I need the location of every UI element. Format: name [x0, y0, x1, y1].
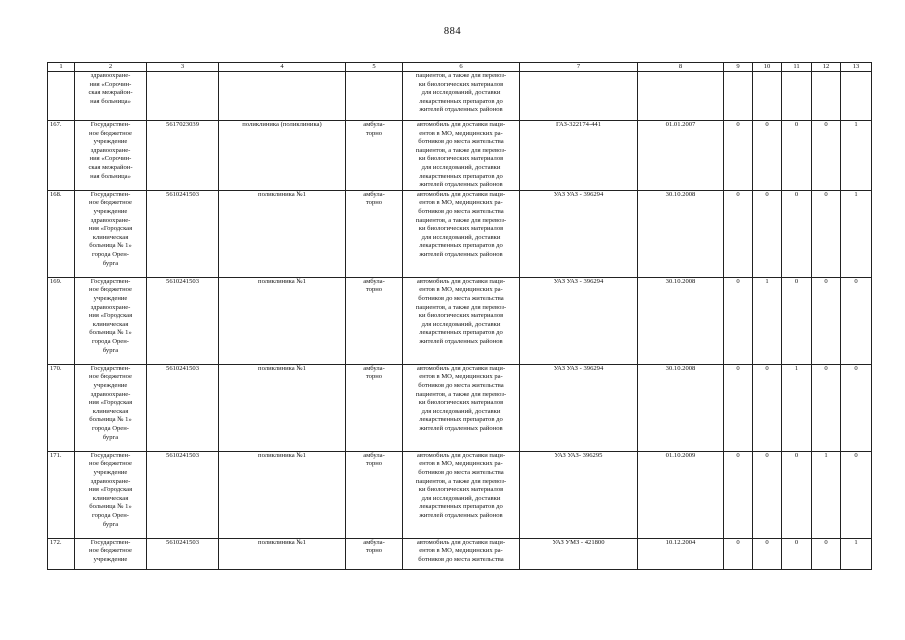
count-cell: 1 — [841, 538, 872, 569]
count-cell: 0 — [812, 190, 841, 277]
vehicle-model-cell: УАЗ УАЗ - 396294 — [520, 364, 638, 451]
count-cell: 0 — [812, 538, 841, 569]
count-cell: 0 — [841, 364, 872, 451]
table-row — [48, 364, 872, 451]
page-number: 884 — [443, 26, 462, 37]
subdivision-cell: поликлиника (поликлиника) — [219, 121, 346, 191]
date-cell: 10.12.2004 — [638, 538, 724, 569]
count-cell: 0 — [841, 277, 872, 364]
count-cell: 0 — [724, 364, 753, 451]
count-cell: 0 — [753, 121, 782, 191]
date-cell: 30.10.2008 — [638, 364, 724, 451]
purpose-cell: автомобиль для доставки паци- ентов в МО, медицинских ра- ботников до места жительства пациентов, а также для перевоз- ки биологических материалов для исследований, доставки лекарственных препаратов до жителей отдаленных районов — [403, 190, 520, 277]
purpose-cell: автомобиль для доставки паци- ентов в МО, медицинских ра- ботников до места жительства пациентов, а также для перевоз- ки биологических материалов для исследований, доставки лекарственных препаратов до жителей отдаленных районов — [403, 364, 520, 451]
purpose-cell: пациентов, а также для перевоз- ки биологических материалов для исследований, доставки лекарственных препаратов до жителей отдаленных районов — [403, 72, 520, 121]
row-number-cell: 167. — [48, 121, 75, 191]
column-header: 8 — [638, 63, 724, 72]
care-type-cell — [346, 72, 403, 121]
date-cell: 30.10.2008 — [638, 190, 724, 277]
vehicle-model-cell: УАЗ УМЗ - 421800 — [520, 538, 638, 569]
count-cell: 0 — [782, 121, 812, 191]
row-number-cell — [48, 72, 75, 121]
row-number-cell: 171. — [48, 451, 75, 538]
purpose-cell: автомобиль для доставки паци- ентов в МО, медицинских ра- ботников до места жительства пациентов, а также для перевоз- ки биологических материалов для исследований, доставки лекарственных препаратов до жителей отдаленных районов — [403, 121, 520, 191]
count-cell: 0 — [724, 277, 753, 364]
count-cell: 0 — [812, 364, 841, 451]
inn-cell: 5610241503 — [147, 277, 219, 364]
vehicle-model-cell: УАЗ УАЗ - 396294 — [520, 277, 638, 364]
count-cell: 1 — [812, 451, 841, 538]
count-cell: 0 — [724, 538, 753, 569]
vehicle-table — [47, 62, 872, 570]
inn-cell: 5610241503 — [147, 364, 219, 451]
column-number-row — [48, 63, 872, 72]
count-cell: 1 — [841, 121, 872, 191]
inn-cell — [147, 72, 219, 121]
purpose-cell: автомобиль для доставки паци- ентов в МО, медицинских ра- ботников до места жительства пациентов, а также для перевоз- ки биологических материалов для исследований, доставки лекарственных препаратов до жителей отдаленных районов — [403, 277, 520, 364]
count-cell: 0 — [812, 121, 841, 191]
column-header: 9 — [724, 63, 753, 72]
row-number-cell: 172. — [48, 538, 75, 569]
date-cell: 01.01.2007 — [638, 121, 724, 191]
column-header: 2 — [75, 63, 147, 72]
vehicle-model-cell: ГАЗ-322174-441 — [520, 121, 638, 191]
count-cell: 0 — [724, 190, 753, 277]
inn-cell: 5617023039 — [147, 121, 219, 191]
row-number-cell: 170. — [48, 364, 75, 451]
subdivision-cell: поликлиника №1 — [219, 538, 346, 569]
subdivision-cell: поликлиника №1 — [219, 364, 346, 451]
column-header: 7 — [520, 63, 638, 72]
count-cell: 0 — [724, 121, 753, 191]
count-cell: 0 — [753, 538, 782, 569]
count-cell: 1 — [841, 190, 872, 277]
table-row — [48, 451, 872, 538]
count-cell: 0 — [753, 364, 782, 451]
count-cell — [753, 72, 782, 121]
inn-cell: 5610241503 — [147, 190, 219, 277]
column-header: 11 — [782, 63, 812, 72]
vehicle-model-cell: УАЗ УАЗ - 396294 — [520, 190, 638, 277]
subdivision-cell: поликлиника №1 — [219, 451, 346, 538]
table-row — [48, 277, 872, 364]
care-type-cell: амбула- торно — [346, 538, 403, 569]
column-header: 6 — [403, 63, 520, 72]
organization-cell: Государствен- ное бюджетное учреждение здравоохране- ния «Городская клиническая больница № 1» города Орен- бурга — [75, 364, 147, 451]
count-cell: 0 — [724, 451, 753, 538]
count-cell: 0 — [782, 277, 812, 364]
count-cell: 0 — [782, 538, 812, 569]
count-cell: 1 — [753, 277, 782, 364]
organization-cell: Государствен- ное бюджетное учреждение здравоохране- ния «Городская клиническая больница № 1» города Орен- бурга — [75, 277, 147, 364]
table-row — [48, 121, 872, 191]
organization-cell: Государствен- ное бюджетное учреждение здравоохране- ния «Городская клиническая больница № 1» города Орен- бурга — [75, 451, 147, 538]
column-header: 13 — [841, 63, 872, 72]
vehicle-model-cell: УАЗ УАЗ- 396295 — [520, 451, 638, 538]
column-header: 5 — [346, 63, 403, 72]
organization-cell: Государствен- ное бюджетное учреждение — [75, 538, 147, 569]
date-cell: 30.10.2008 — [638, 277, 724, 364]
organization-cell: Государствен- ное бюджетное учреждение здравоохране- ния «Городская клиническая больница № 1» города Орен- бурга — [75, 190, 147, 277]
table-row — [48, 538, 872, 569]
column-header: 3 — [147, 63, 219, 72]
care-type-cell: амбула- торно — [346, 121, 403, 191]
inn-cell: 5610241503 — [147, 451, 219, 538]
purpose-cell: автомобиль для доставки паци- ентов в МО, медицинских ра- ботников до места жительства пациентов, а также для перевоз- ки биологических материалов для исследований, доставки лекарственных препаратов до жителей отдаленных районов — [403, 451, 520, 538]
organization-cell: Государствен- ное бюджетное учреждение здравоохране- ния «Сорочин- ская межрайон- ная больница» — [75, 121, 147, 191]
date-cell: 01.10.2009 — [638, 451, 724, 538]
count-cell: 1 — [782, 364, 812, 451]
purpose-cell: автомобиль для доставки паци- ентов в МО, медицинских ра- ботников до места жительства — [403, 538, 520, 569]
care-type-cell: амбула- торно — [346, 451, 403, 538]
organization-cell: здравоохране- ния «Сорочин- ская межрайон- ная больница» — [75, 72, 147, 121]
column-header: 12 — [812, 63, 841, 72]
care-type-cell: амбула- торно — [346, 190, 403, 277]
count-cell: 0 — [841, 451, 872, 538]
column-header: 4 — [219, 63, 346, 72]
table-row — [48, 190, 872, 277]
count-cell — [724, 72, 753, 121]
count-cell: 0 — [782, 190, 812, 277]
subdivision-cell: поликлиника №1 — [219, 190, 346, 277]
count-cell — [782, 72, 812, 121]
column-header: 1 — [48, 63, 75, 72]
date-cell — [638, 72, 724, 121]
care-type-cell: амбула- торно — [346, 364, 403, 451]
subdivision-cell: поликлиника №1 — [219, 277, 346, 364]
column-header: 10 — [753, 63, 782, 72]
count-cell — [812, 72, 841, 121]
count-cell — [841, 72, 872, 121]
row-number-cell: 169. — [48, 277, 75, 364]
count-cell: 0 — [782, 451, 812, 538]
count-cell: 0 — [753, 451, 782, 538]
subdivision-cell — [219, 72, 346, 121]
inn-cell: 5610241503 — [147, 538, 219, 569]
count-cell: 0 — [753, 190, 782, 277]
row-number-cell: 168. — [48, 190, 75, 277]
count-cell: 0 — [812, 277, 841, 364]
vehicle-model-cell — [520, 72, 638, 121]
care-type-cell: амбула- торно — [346, 277, 403, 364]
table-row-continuation — [48, 72, 872, 121]
